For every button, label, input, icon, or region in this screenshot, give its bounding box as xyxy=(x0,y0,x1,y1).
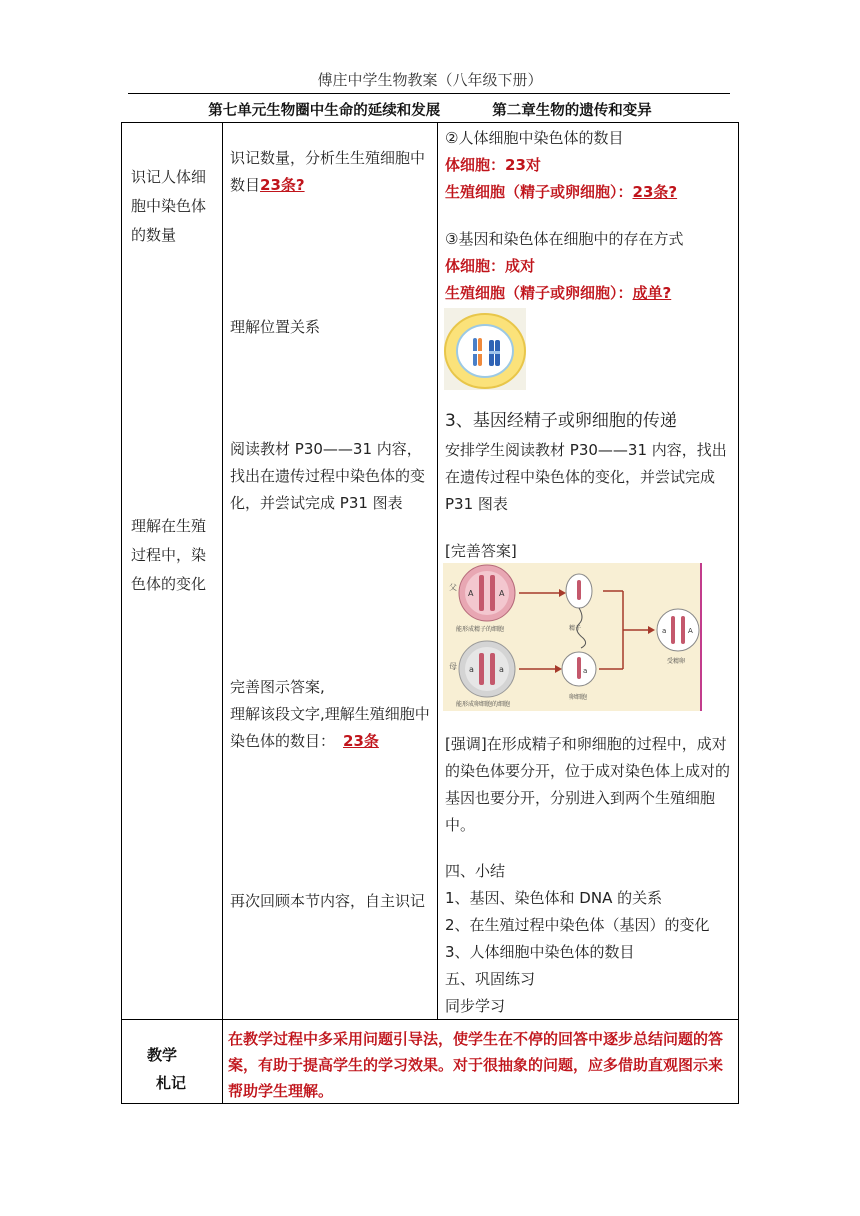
section-gene-existence-title: ③基因和染色体在细胞中的存在方式 xyxy=(445,230,684,248)
table-right-border xyxy=(738,122,739,1104)
body-cell-count-label: 体细胞： xyxy=(445,156,506,174)
father-cell-label: 能形成精子的细胞 xyxy=(456,626,505,633)
germ-cell-pairing xyxy=(445,280,733,307)
father-label: 父 xyxy=(449,583,457,592)
table-left-border xyxy=(121,122,122,1104)
gene-label: a xyxy=(499,665,504,674)
activity-count-answer: 23条? xyxy=(260,176,305,194)
mother-cell-label: 能形成卵细胞的细胞 xyxy=(456,701,511,708)
document-header: 傅庄中学生物教案（八年级下册） xyxy=(317,71,543,89)
egg-label: 卵细胞 xyxy=(569,694,588,701)
summary-title: 四、小结 xyxy=(445,862,506,880)
chromosome-icon xyxy=(671,616,675,644)
section-gene-existence xyxy=(445,226,733,307)
inheritance-diagram xyxy=(443,563,705,711)
gene-label: a xyxy=(583,667,588,675)
header-rule xyxy=(128,93,730,94)
sperm-label: 精子 xyxy=(569,625,582,632)
body-cell-pairing-label: 体细胞： xyxy=(445,257,506,275)
germ-cell-pairing-label: 生殖细胞（精子或卵细胞）： xyxy=(445,284,633,302)
germ-cell-count-value: 23条? xyxy=(632,183,678,201)
section-chromosome-number xyxy=(445,125,733,206)
table-col-divider-1 xyxy=(222,122,223,1104)
activity-count-text: 识记数量，分析生生殖细胞中数目 xyxy=(230,149,426,194)
activity-complete-answer: 23条 xyxy=(343,732,379,750)
chromosome-icon xyxy=(681,616,685,644)
gene-label: A xyxy=(499,589,505,598)
chromosome-icon xyxy=(479,653,484,685)
activity-review: 再次回顾本节内容，自主识记 xyxy=(230,892,426,910)
activity-complete-line2: 理解该段文字,理解生殖细胞中染色体的数目： xyxy=(230,705,430,750)
summary-item: 2、在生殖过程中染色体（基因）的变化 xyxy=(445,916,710,934)
notes-label-line1: 教学 xyxy=(147,1046,178,1064)
cell-nucleus xyxy=(457,325,513,377)
emphasis-text: [强调]在形成精子和卵细胞的过程中，成对的染色体要分开，位于成对染色体上成对的基因也要分开，分别进入到两个生殖细胞中。 xyxy=(445,735,731,834)
centromere-icon xyxy=(489,351,500,354)
body-cell-count xyxy=(445,152,733,179)
table-col-divider-2 xyxy=(437,122,438,1020)
chromosome-icon xyxy=(490,653,495,685)
topic-chromosome-change: 理解在生殖过程中，染色体的变化 xyxy=(131,517,207,593)
notes-label-line2: 札记 xyxy=(156,1074,187,1092)
germ-cell-count xyxy=(445,179,733,206)
section-chromosome-number-title: ②人体细胞中染色体的数目 xyxy=(445,129,624,147)
summary-item: 1、基因、染色体和 DNA 的关系 xyxy=(445,889,663,907)
body-cell-pairing xyxy=(445,253,733,280)
section-gene-transmission-text: 安排学生阅读教材 P30——31 内容，找出在遗传过程中染色体的变化，并尝试完成 P31 图表 xyxy=(445,441,727,513)
unit-title: 第七单元生物圈中生命的延续和发展 xyxy=(208,103,441,119)
activity-count xyxy=(230,145,430,199)
table-top-border xyxy=(121,122,739,123)
chromosome-icon xyxy=(490,575,495,611)
cell-chromosome-illustration xyxy=(444,308,526,390)
chapter-title: 第二章生物的遗传和变异 xyxy=(492,103,652,119)
germ-cell-pairing-value: 成单? xyxy=(632,284,672,302)
practice-item: 同步学习 xyxy=(445,997,506,1015)
gene-label: A xyxy=(468,589,474,598)
chromosome-icon xyxy=(479,575,484,611)
topic-chromosome-count: 识记人体细胞中染色体的数量 xyxy=(131,168,207,244)
centromere-icon xyxy=(473,351,482,354)
gene-label: A xyxy=(688,627,693,635)
activity-complete xyxy=(230,674,430,755)
summary-item: 3、人体细胞中染色体的数目 xyxy=(445,943,635,961)
teaching-notes: 在教学过程中多采用问题引导法，使学生在不停的回答中逐步总结问题的答案，有助于提高学生的学习效果。对于很抽象的问题，应多借助直观图示来帮助学生理解。 xyxy=(228,1030,724,1100)
activity-complete-line1: 完善图示答案, xyxy=(230,678,325,696)
body-cell-count-value: 23对 xyxy=(505,156,541,174)
zygote-label: 受精卵 xyxy=(667,658,686,665)
chromosome-icon xyxy=(577,657,581,679)
section-gene-transmission-title: 3、基因经精子或卵细胞的传递 xyxy=(445,411,677,431)
activity-position: 理解位置关系 xyxy=(230,318,321,336)
summary-section xyxy=(445,858,733,1020)
chromosome-icon xyxy=(577,580,581,600)
unit-chapter-title xyxy=(0,99,860,120)
gene-label: a xyxy=(662,627,667,635)
practice-title: 五、巩固练习 xyxy=(445,970,536,988)
body-cell-pairing-value: 成对 xyxy=(505,257,536,275)
mother-label: 母 xyxy=(449,662,457,671)
answer-label: [完善答案] xyxy=(445,542,517,560)
gene-label: a xyxy=(469,665,474,674)
germ-cell-count-label: 生殖细胞（精子或卵细胞）： xyxy=(445,183,633,201)
activity-read: 阅读教材 P30——31 内容，找出在遗传过程中染色体的变化，并尝试完成 P31 图表 xyxy=(230,440,426,512)
